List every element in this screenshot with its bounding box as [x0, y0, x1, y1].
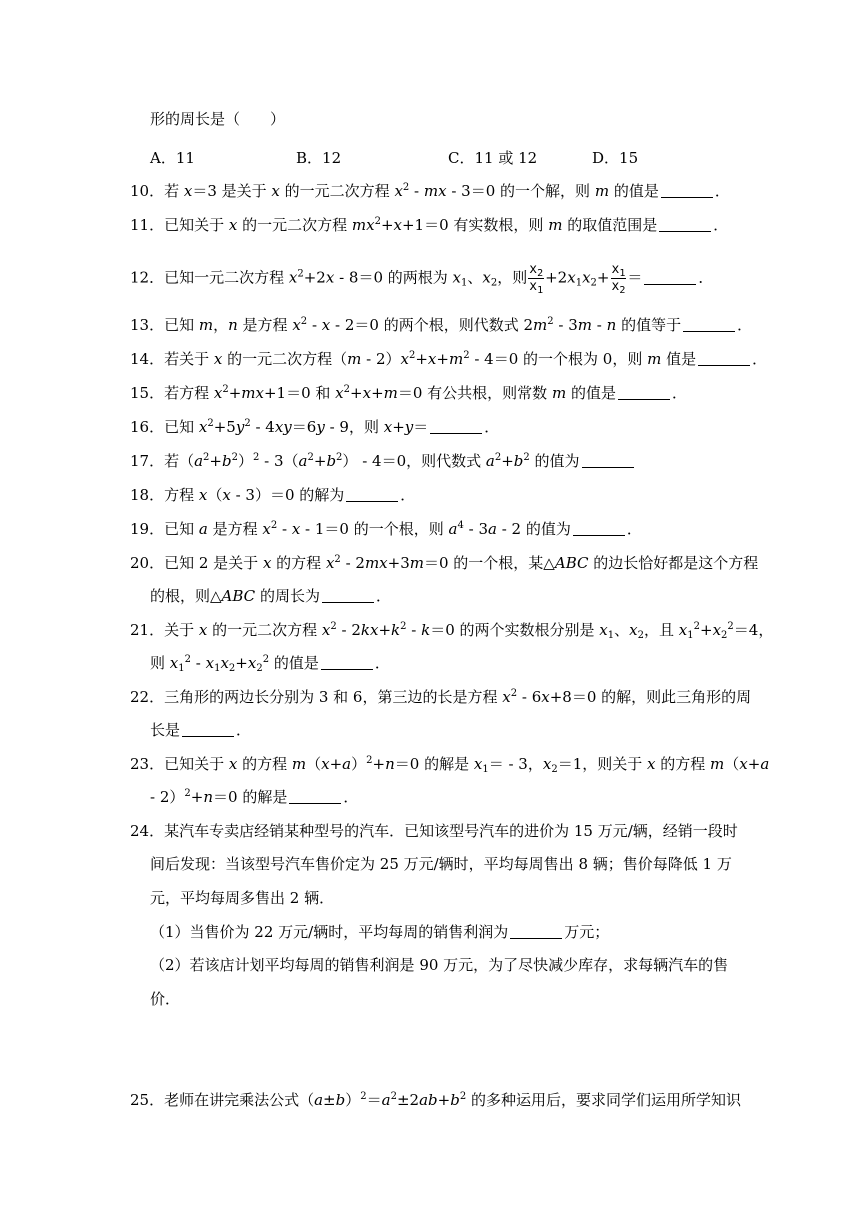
- question-23-line-1: 23．已知关于 x 的方程 $m(x+a)^2+n=0$ 的解是 $x_1= - 3$，$x_2=1$，则关于 x 的方程 m（x+a: [130, 755, 770, 775]
- question-20-line-1: 20．已知 2 是关于 x 的方程 $x^2 - 2mx+3m=0$ 的一个根，某△ABC 的边长恰好都是这个方程: [130, 554, 759, 572]
- question-24-line-1: 24．某汽车专卖店经销某种型号的汽车．已知该型号汽车的进价为 15 万元/辆，经销一段时: [130, 822, 738, 840]
- question-21-line-1: 21．关于 x 的一元二次方程 $x^2 - 2kx+k^2 - k=0$ 的两个实数根分别是 $x_1$、$x_2$，且 $x_1^2+x_2^2=4$，: [130, 621, 774, 641]
- question-13: 13．已知 m，n 是方程 $x^2 - x - 2=0$ 的两个根，则代数式 $2m^2 - 3m$ - n 的值等于 ．: [130, 316, 753, 334]
- option-c: C．11 或 12: [448, 149, 538, 167]
- question-24-part-1: （1）当售价为 22 万元/辆时，平均每周的销售利润为 万元；: [150, 923, 610, 941]
- question-24-line-3: 元，平均每周多售出 2 辆．: [150, 889, 335, 907]
- question-17: 17．若$(a^2+b^2)^2 - 3(a^2+b^2) - 4=0$，则代数式 $a^2+b^2$ 的值为: [130, 451, 636, 471]
- question-22-line-1: 22．三角形的两边长分别为 3 和 6，第三边的长是方程 $x^2 - 6x+8=0$ 的解，则此三角形的周: [130, 688, 752, 706]
- question-14: 14．若关于 x 的一元二次方程$(m - 2)x^2+x+m^2 - 4=0$ 的一个根为 0，则 m 值是 ．: [130, 350, 768, 368]
- fraction-x2-over-x1: $\frac{x_2}{x_1}$: [529, 262, 544, 296]
- option-a: A．11: [150, 149, 195, 167]
- question-18: 18．方程 x（x - 3）＝0 的解为 ．: [130, 486, 416, 504]
- question-21-line-2: 则 $x_1^2 - x_1x_2+x_2^2$ 的值是 ．: [150, 654, 390, 674]
- option-b: B．12: [296, 149, 342, 167]
- question-15: 15．若方程 $x^2+mx+1=0$ 和 $x^2+x+m=0$ 有公共根，则常数 m 的值是 ．: [130, 384, 687, 402]
- question-16: 16．已知 $x^2+5y^2 - 4xy=6y - 9$，则 x+y＝ ．: [130, 418, 500, 436]
- question-10: 10．若 x＝3 是关于 x 的一元二次方程 $x^2$ - mx - 3＝0 的一个解，则 m 的值是 ．: [130, 182, 730, 200]
- question-19: 19．已知 a 是方程 $x^2 - x - 1=0$ 的一个根，则 $a^4 - 3a - 2$ 的值为 ．: [130, 520, 642, 538]
- question-24-part-2-end: 价．: [150, 990, 181, 1008]
- question-23-line-2: - 2）$^2$+n＝0 的解是 ．: [150, 788, 359, 806]
- question-24-line-2: 间后发现：当该型号汽车售价定为 25 万元/辆时，平均每周售出 8 辆；售价每降低 1 万: [150, 855, 732, 873]
- question-20-line-2: 的根，则△ABC 的周长为 ．: [150, 587, 391, 605]
- question-22-line-2: 长是 ．: [150, 721, 252, 739]
- question-25: 25．老师在讲完乘法公式$(a\pm b)^2=a^2\pm 2ab+b^2$ 的多种运用后，要求同学们运用所学知识: [130, 1091, 741, 1109]
- question-24-part-2: （2）若该店计划平均每周的销售利润是 90 万元，为了尽快减少库存，求每辆汽车的售: [150, 956, 729, 974]
- option-d: D．15: [592, 149, 639, 167]
- fraction-x1-over-x2: $\frac{x_1}{x_2}$: [611, 262, 626, 296]
- question-11: 11．已知关于 x 的一元二次方程 $mx^2+x+1=0$ 有实数根，则 m 的取值范围是 ．: [130, 216, 729, 234]
- question-9-continuation: 形的周长是（ ）: [150, 110, 286, 128]
- question-12: 12．已知一元二次方程 $x^2+2x - 8=0$ 的两根为 $x_1$、$x_2$，则 $\frac{x_2}{x_1}$ $+2x_1x_2+$ $\frac{x_1}{x_2}$ ＝ ．: [130, 262, 714, 296]
